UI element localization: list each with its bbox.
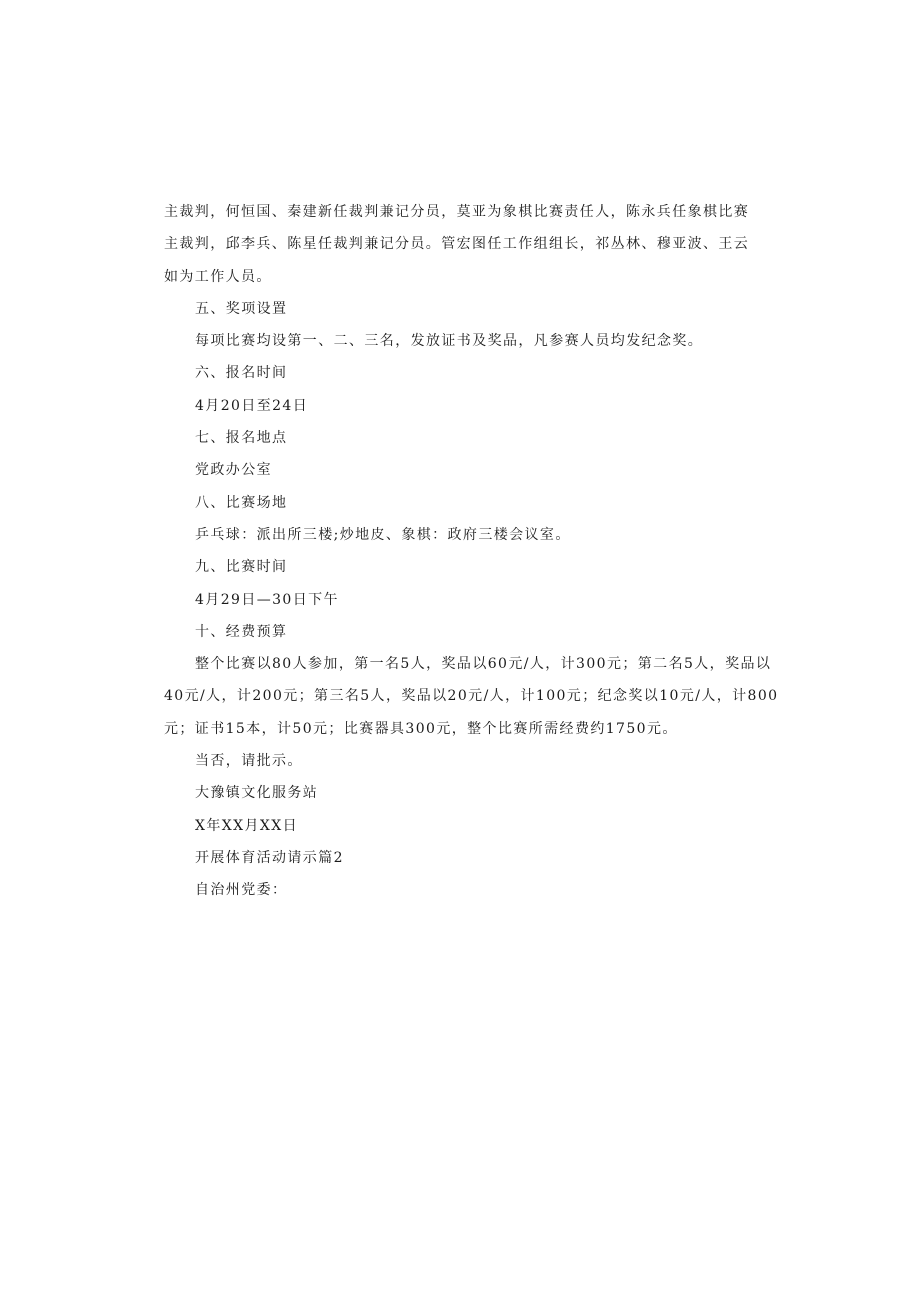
signature-date: X年XX月XX日 — [195, 817, 299, 834]
text-line: 主裁判，何恒国、秦建新任裁判兼记分员，莫亚为象棋比赛责任人，陈永兵任象棋比赛 — [164, 204, 750, 220]
text-line: 主裁判，邱李兵、陈星任裁判兼记分员。管宏图任工作组组长，祁丛林、穆亚波、王云 — [164, 236, 750, 253]
text-line: 党政办公室 — [195, 462, 272, 479]
text-line: 40元/人，计200元；第三名5人，奖品以20元/人，计100元；纪念奖以10元/人，计800 — [164, 688, 779, 705]
text-line: 每项比赛均设第一、二、三名，发放证书及奖品，凡参赛人员均发纪念奖。 — [195, 333, 704, 350]
text-line: 元；证书15本，计50元；比赛器具300元，整个比赛所需经费约1750元。 — [164, 720, 678, 737]
closing-request: 当否，请批示。 — [195, 753, 303, 770]
section-heading-registration-place: 七、报名地点 — [195, 430, 288, 447]
next-document-title: 开展体育活动请示篇2 — [195, 849, 344, 866]
section-heading-registration-time: 六、报名时间 — [195, 365, 288, 382]
section-heading-competition-time: 九、比赛时间 — [195, 559, 288, 576]
signature-organization: 大豫镇文化服务站 — [195, 785, 319, 802]
text-line: 整个比赛以80人参加，第一名5人，奖品以60元/人，计300元；第二名5人，奖品以 — [195, 656, 772, 673]
document-body — [164, 196, 779, 907]
text-line: 4月20日至24日 — [195, 397, 309, 414]
text-line: 如为工作人员。 — [164, 268, 272, 285]
text-line: 4月29日—30日下午 — [195, 591, 339, 608]
section-heading-budget: 十、经费预算 — [195, 623, 288, 640]
salutation: 自治州党委： — [195, 882, 288, 899]
section-heading-venue: 八、比赛场地 — [195, 494, 288, 511]
text-line: 乒乓球：派出所三楼;炒地皮、象棋：政府三楼会议室。 — [195, 526, 571, 543]
section-heading-awards: 五、奖项设置 — [195, 300, 288, 317]
